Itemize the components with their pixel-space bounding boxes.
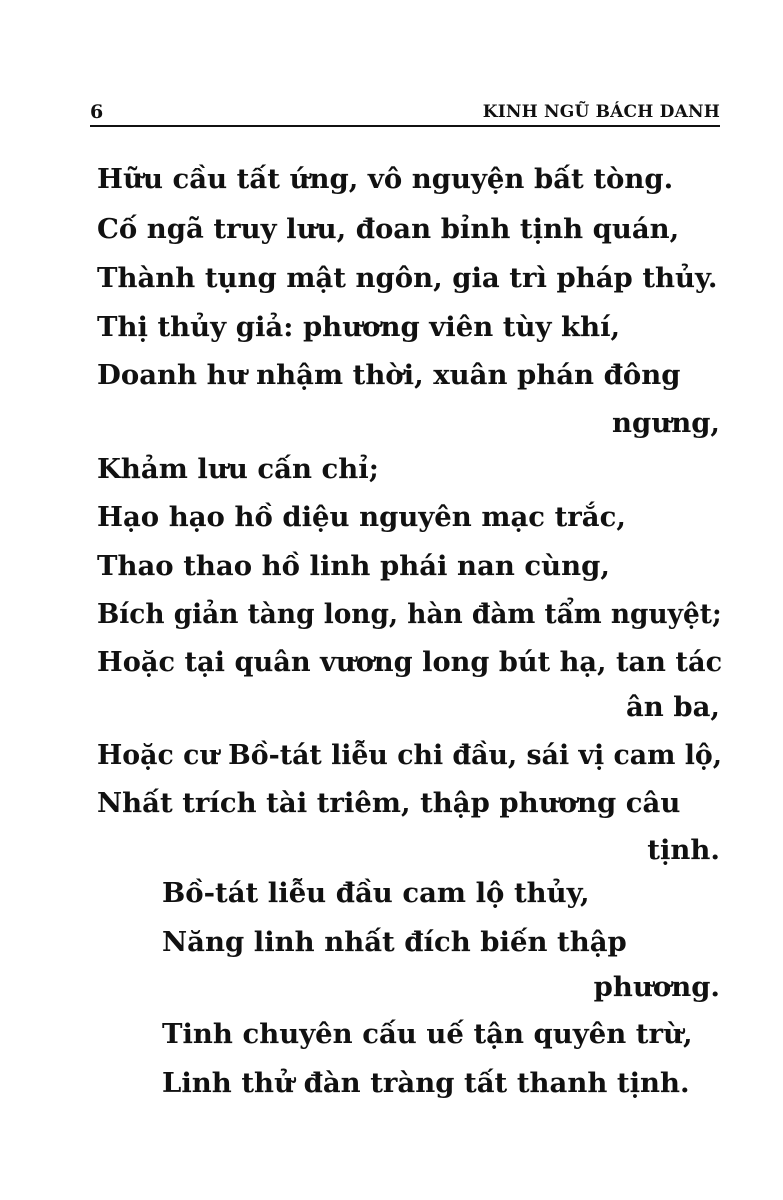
verse-line: Cố ngã truy lưu, đoan bỉnh tịnh quán, [97,213,680,245]
page-number: 6 [90,101,104,123]
verse-line: Bích giản tàng long, hàn đàm tẩm nguyệt; [97,598,722,630]
verse-line-continuation: ân ba, [625,691,720,723]
verse-line: Hoặc tại quân vương long bút hạ, tan tác [97,646,723,678]
verse-line: Hạo hạo hồ diệu nguyên mạc trắc, [97,501,626,533]
verse-line: Bồ-tát liễu đầu cam lộ thủy, [162,877,590,909]
verse-line-continuation: phương. [593,971,720,1003]
verse-line: Hữu cầu tất ứng, vô nguyện bất tòng. [97,163,674,195]
verse-line: Khảm lưu cấn chỉ; [97,453,379,485]
verse-line: Hoặc cư Bồ-tát liễu chi đầu, sái vị cam lộ, [97,739,723,771]
running-title: KINH NGŨ BÁCH DANH [482,102,720,122]
verse-line: Linh thử đàn tràng tất thanh tịnh. [162,1067,690,1099]
verse-line: Thao thao hồ linh phái nan cùng, [97,550,610,582]
verse-line: Nhất trích tài triêm, thập phương câu [97,787,681,819]
verse-line: Tinh chuyên cấu uế tận quyên trừ, [162,1018,693,1050]
verse-line: Năng linh nhất đích biến thập [162,926,627,958]
verse-line-continuation: ngưng, [611,407,720,439]
verse-line: Doanh hư nhậm thời, xuân phán đông [97,359,681,391]
verse-line: Thị thủy giả: phương viên tùy khí, [97,311,621,343]
verse-line-continuation: tịnh. [647,834,720,866]
verse-line: Thành tụng mật ngôn, gia trì pháp thủy. [97,262,718,294]
